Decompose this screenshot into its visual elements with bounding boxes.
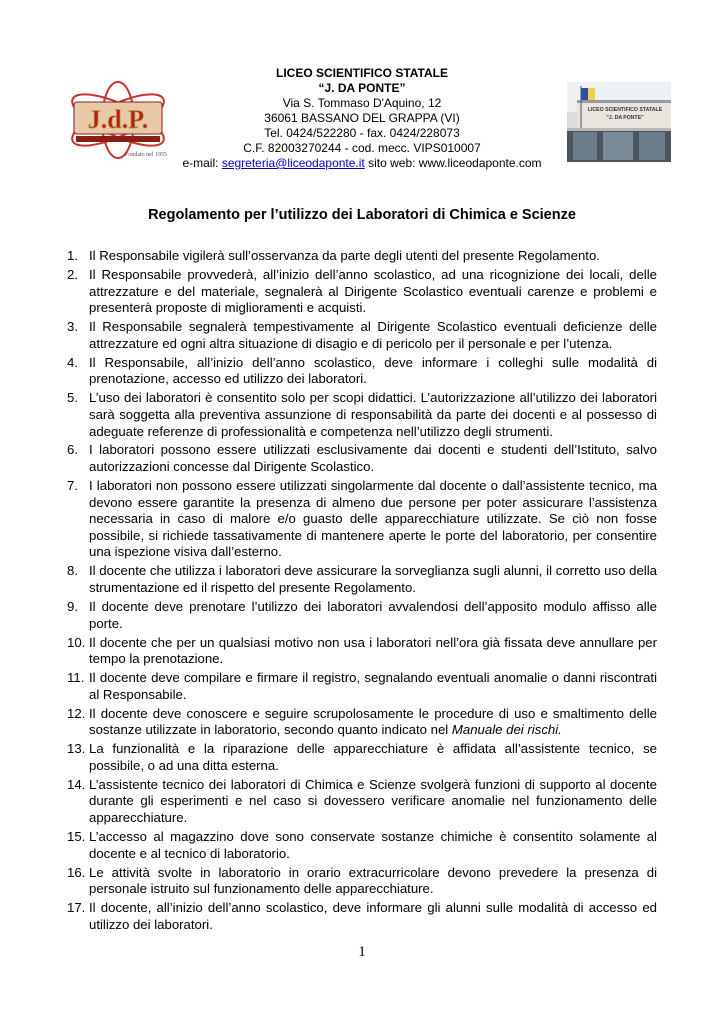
school-name: “J. DA PONTE” xyxy=(318,81,406,95)
rule-number: 12. xyxy=(67,705,86,721)
rule-text xyxy=(89,478,657,559)
rule-item xyxy=(67,248,657,265)
rule-text xyxy=(89,706,657,738)
email-label: e-mail: xyxy=(182,156,219,170)
rule-text-body: Le attività svolte in laboratorio in orario extracurricolare devono prevedere la presenza di personale istruito sul funzionamento delle apparecchiature. xyxy=(89,864,657,897)
rule-text-body: Il docente, all’inizio dell’anno scolastico, deve informare gli alunni sulle modalità di accesso ed utilizzo dei laboratori. xyxy=(89,900,657,932)
rule-number: 13. xyxy=(67,741,86,757)
website-text: sito web: www.liceodaponte.com xyxy=(368,156,542,170)
photo-sign-line2: "J. DA PONTE" xyxy=(606,115,644,121)
school-phone-fax: Tel. 0424/522280 - fax. 0424/228073 xyxy=(264,126,460,140)
rule-item xyxy=(67,319,657,352)
rule-text xyxy=(89,599,657,631)
page-number: 1 xyxy=(358,944,366,960)
rule-number: 7. xyxy=(67,478,78,494)
school-address: Via S. Tommaso D'Aquino, 12 xyxy=(282,96,442,110)
rule-text-body: L’accesso al magazzino dove sono conservate sostanze chimiche è consentito solamente al docente e al tecnico di laboratorio. xyxy=(89,829,657,861)
rule-text xyxy=(89,563,657,595)
rule-text-body: Il Responsabile, all’inizio dell’anno scolastico, deve informare i colleghi sulle modalità di prenotazione, accesso ed utilizzo dei laboratori. xyxy=(89,354,657,387)
rule-number: 1. xyxy=(67,248,78,263)
rule-number: 3. xyxy=(67,319,78,335)
rule-number: 14. xyxy=(67,776,86,792)
rule-text-body: I laboratori possono essere utilizzati esclusivamente dai docenti e studenti dell’Istituto, salvo autorizzazioni concesse dal Dirigente Scolastico. xyxy=(89,442,657,475)
rule-text-body: Il docente deve compilare e firmare il registro, segnalando eventuali anomalie o danni riscontrati al Responsabile. xyxy=(89,670,657,702)
rule-item xyxy=(67,599,657,632)
rule-text-body: Il Responsabile segnalerà tempestivamente al Dirigente Scolastico eventuali deficienze delle attrezzature ed ogni altra situazione di disagio e di pericolo per il personale e per l’utenza. xyxy=(89,319,657,351)
rule-text-italic: Manuale dei rischi. xyxy=(451,722,562,738)
rule-text xyxy=(89,900,657,932)
rule-number: 10. xyxy=(67,634,86,650)
email-link[interactable]: segreteria@liceodaponte.it xyxy=(221,156,365,170)
rule-item xyxy=(67,355,657,388)
rule-item xyxy=(67,390,657,440)
rule-number: 11. xyxy=(67,670,85,686)
school-contacts xyxy=(0,156,724,171)
rule-text xyxy=(89,442,657,474)
rule-number: 6. xyxy=(67,442,78,458)
rule-item xyxy=(67,829,657,862)
rule-item xyxy=(67,741,657,774)
logo-letters: J.d.P. xyxy=(87,105,149,134)
rule-text xyxy=(89,635,657,667)
rule-text xyxy=(89,355,657,387)
rule-text-body: Il docente deve conoscere e seguire scrupolosamente le procedure di uso e smaltimento delle sostanze utilizzate in laboratorio, secondo quanto indicato nel xyxy=(89,705,657,738)
rule-text-body: Il docente che per un qualsiasi motivo non usa i laboratori nell’ora già fissata deve annullare per tempo la prenotazione. xyxy=(89,634,657,667)
rule-number: 2. xyxy=(67,266,78,282)
rule-number: 5. xyxy=(67,390,78,406)
rule-text xyxy=(89,865,657,897)
rule-text xyxy=(89,267,657,315)
rule-item xyxy=(67,563,657,596)
rule-text xyxy=(89,777,657,825)
rule-text xyxy=(89,670,657,702)
rule-text xyxy=(89,741,657,773)
rule-text-body: Il docente deve prenotare l’utilizzo dei laboratori avvalendosi dell’apposito modulo affisso alle porte. xyxy=(89,599,657,631)
rule-text-body: L’uso dei laboratori è consentito solo per scopi didattici. L’autorizzazione all’utilizzo dei laboratori sarà soggetta alla preventiva assunzione di responsabilità da parte dei docenti e al possesso di adeguate referenze di professionalità e competenza nell’utilizzo degli strumenti. xyxy=(89,390,657,439)
rule-item xyxy=(67,478,657,561)
rule-number: 17. xyxy=(67,900,86,916)
rule-item xyxy=(67,706,657,739)
rule-number: 9. xyxy=(67,599,78,614)
rule-item xyxy=(67,865,657,898)
rule-number: 16. xyxy=(67,864,86,880)
rule-number: 4. xyxy=(67,354,78,370)
school-type: LICEO SCIENTIFICO STATALE xyxy=(276,66,448,80)
rule-item xyxy=(67,670,657,703)
school-letterhead xyxy=(0,66,724,171)
rule-text-body: I laboratori non possono essere utilizzati singolarmente dal docente o dall’assistente tecnico, ma devono essere garantite la presenza di almeno due persone per poter assicurare l’assistenza necessaria in caso di malore e/o guasto delle apparecchiature utilizzate. Se ciò non fosse possibile, si richiede tassativamente di mantenere aperte le porte del laboratorio, per consentire una ispezione visiva dall’esterno. xyxy=(89,478,657,560)
rule-item xyxy=(67,635,657,668)
photo-sign-line1: LICEO SCIENTIFICO STATALE xyxy=(587,107,663,113)
rule-item xyxy=(67,900,657,933)
document-title: Regolamento per l’utilizzo dei Laboratori di Chimica e Scienze xyxy=(148,207,576,223)
rule-item xyxy=(67,267,657,317)
rule-number: 15. xyxy=(67,829,86,845)
rule-text-body: Il Responsabile provvederà, all’inizio dell’anno scolastico, ad una ricognizione dei locali, delle attrezzature e del materiale, segnalerà al Dirigente Scolastico eventuali carenze e problemi e presenterà proposte di miglioramenti e acquisti. xyxy=(89,266,657,316)
school-city: 36061 BASSANO DEL GRAPPA (VI) xyxy=(264,111,460,125)
rule-text xyxy=(89,248,600,263)
rule-text xyxy=(89,319,657,351)
rule-text-body: Il Responsabile vigilerà sull’osservanza da parte degli utenti del presente Regolamento. xyxy=(89,248,600,263)
rule-text-body: Il docente che utilizza i laboratori deve assicurare la sorveglianza sugli alunni, il corretto uso della strumentazione ed il rispetto del presente Regolamento. xyxy=(89,563,657,596)
school-codes: C.F. 82003270244 - cod. mecc. VIPS010007 xyxy=(243,141,481,155)
rule-text-body: La funzionalità e la riparazione delle apparecchiature è affidata all’assistente tecnico, se possibile, o ad una ditta esterna. xyxy=(89,741,657,773)
rule-item xyxy=(67,442,657,475)
rule-item xyxy=(67,777,657,827)
rule-text xyxy=(89,390,657,438)
rule-text xyxy=(89,829,657,861)
rule-text-body: L’assistente tecnico dei laboratori di Chimica e Scienze svolgerà funzioni di supporto al docente durante gli esperimenti e nel caso si dovessero verificare anomalie nel funzionamento delle apparecchiature. xyxy=(89,776,657,826)
rules-list xyxy=(67,248,657,936)
logo-caption: Fondato nel 1955 xyxy=(125,152,167,158)
rule-number: 8. xyxy=(67,563,78,579)
